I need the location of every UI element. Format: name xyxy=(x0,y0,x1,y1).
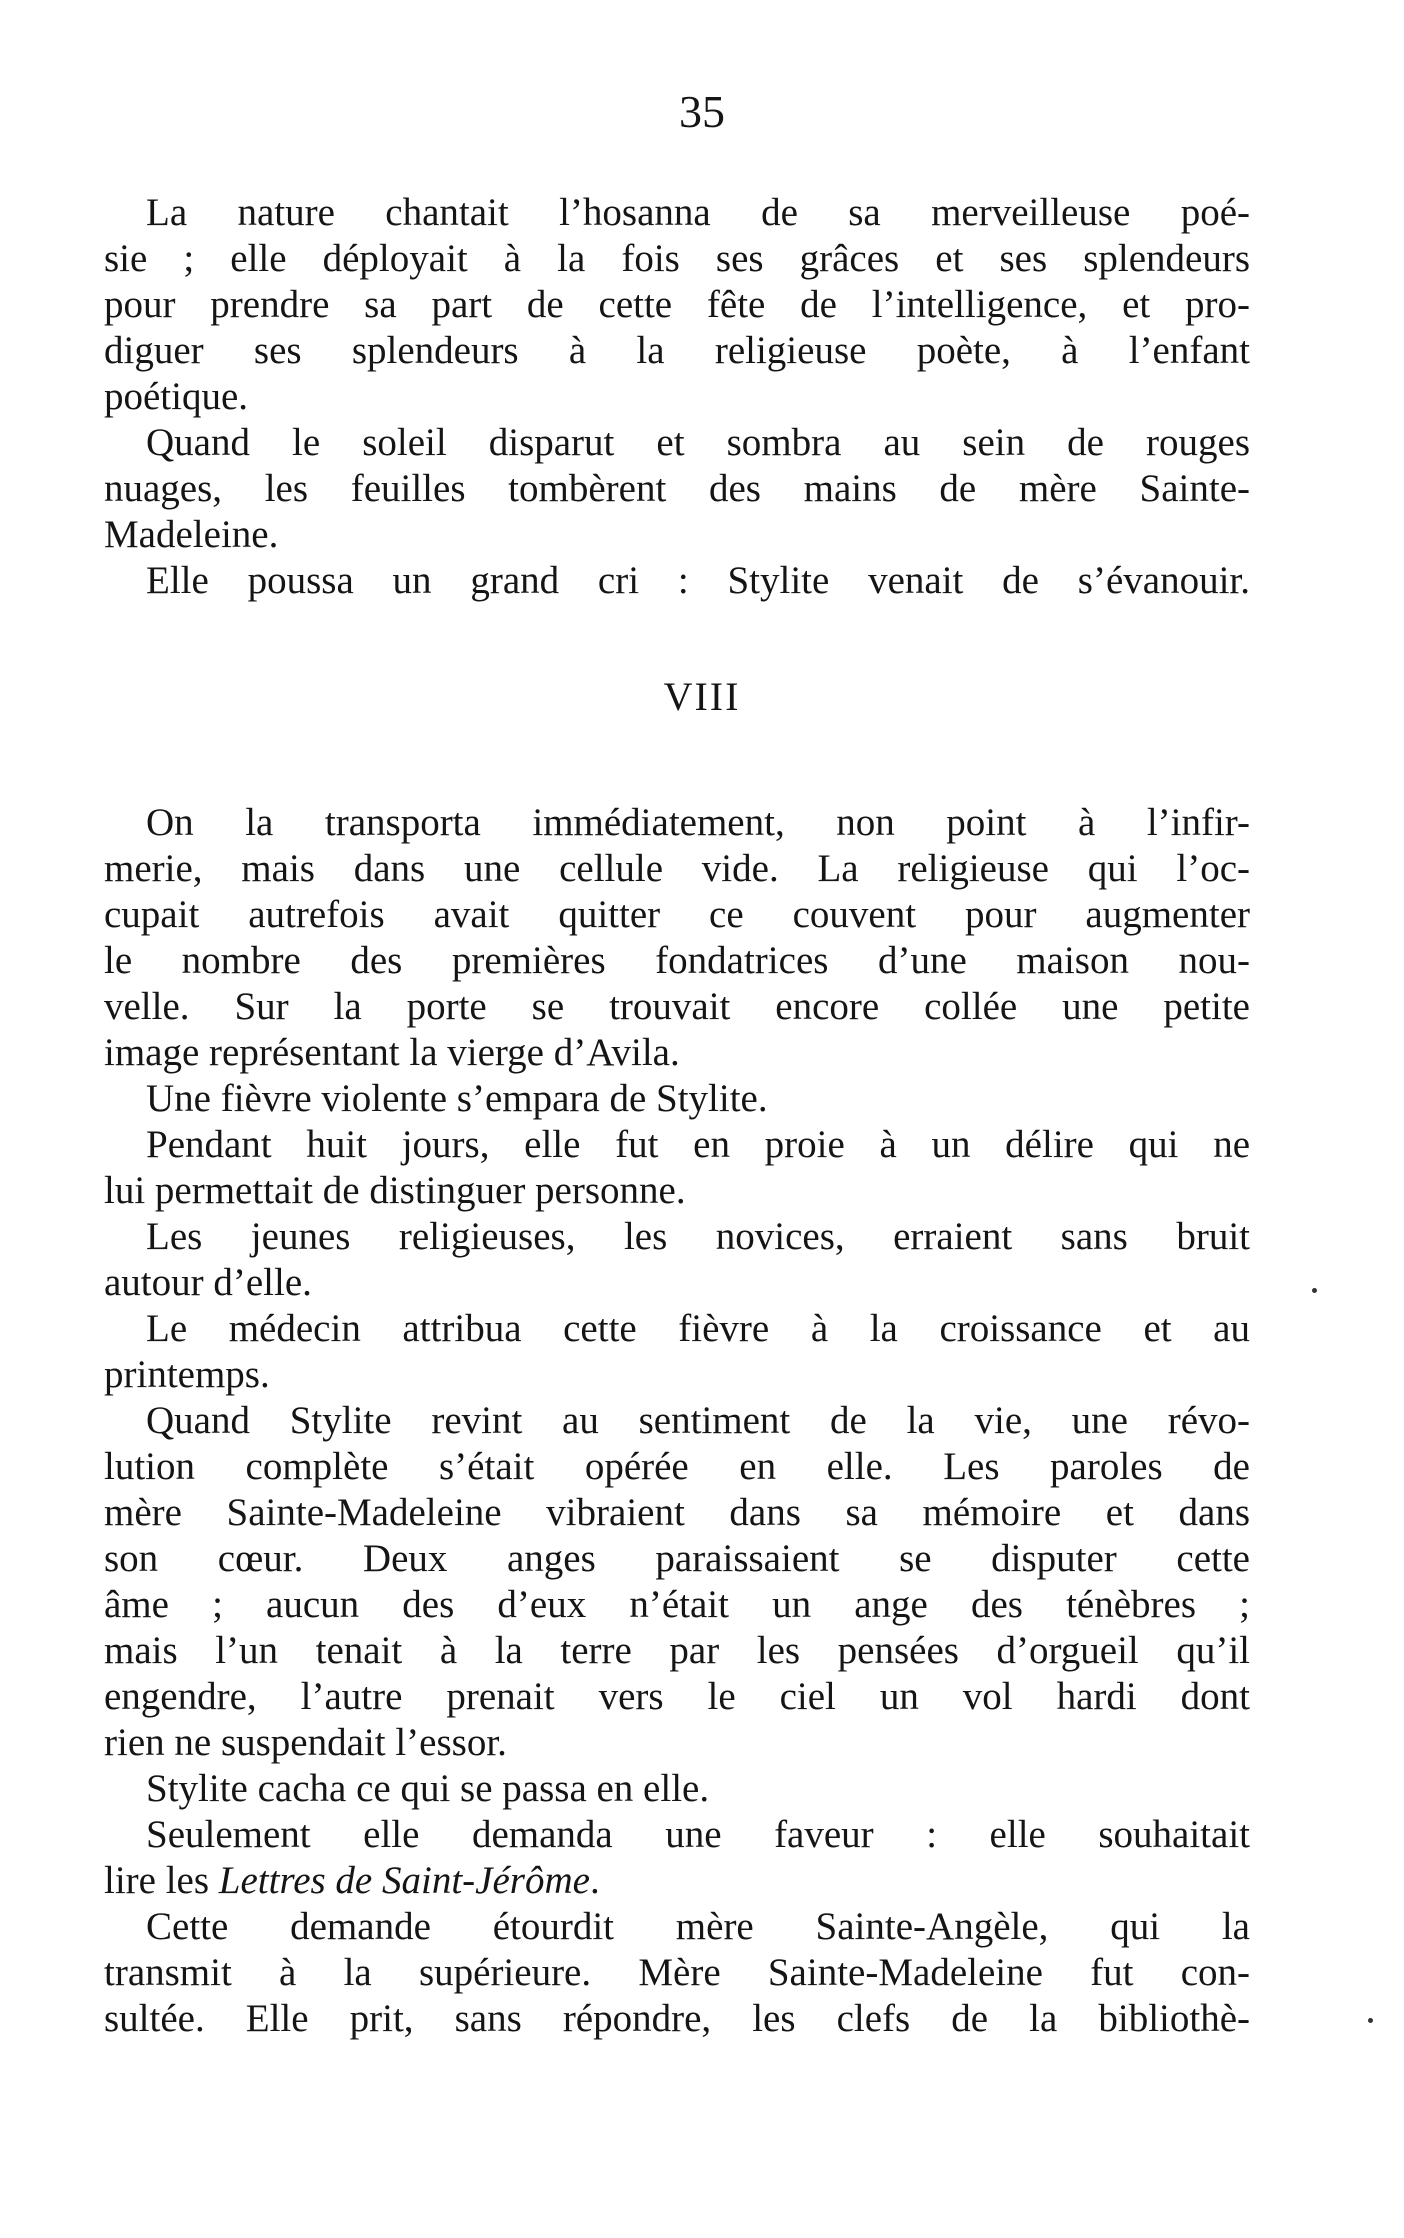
chapter-heading: VIII xyxy=(663,674,741,719)
text-line: lire les Lettres de Saint-Jérôme. xyxy=(104,1859,600,1902)
text-line: rien ne suspendait l’essor. xyxy=(104,1721,507,1764)
page-number: 35 xyxy=(679,86,725,137)
text-line: sie ; elle déployait à la fois ses grâces et ses splendeurs xyxy=(104,237,1250,280)
italic-title: Lettres de Saint-Jérôme xyxy=(218,1859,590,1902)
print-speck xyxy=(1312,1288,1317,1293)
text-line: lui permettait de distinguer personne. xyxy=(104,1169,686,1212)
text-line: Quand le soleil disparut et sombra au sein de rouges xyxy=(146,421,1250,464)
text-line: âme ; aucun des d’eux n’était un ange des ténèbres ; xyxy=(104,1583,1250,1626)
text-line: Pendant huit jours, elle fut en proie à un délire qui ne xyxy=(146,1123,1250,1166)
text-line: Stylite cacha ce qui se passa en elle. xyxy=(146,1767,710,1810)
text-line: velle. Sur la porte se trouvait encore collée une petite xyxy=(104,985,1250,1028)
text-line: engendre, l’autre prenait vers le ciel un vol hardi dont xyxy=(104,1675,1250,1718)
text-line: nuages, les feuilles tombèrent des mains de mère Sainte- xyxy=(104,467,1250,510)
text-line: cupait autrefois avait quitter ce couvent pour augmenter xyxy=(104,893,1250,936)
text-line: Cette demande étourdit mère Sainte-Angèle, qui la xyxy=(146,1905,1250,1948)
text-line: mais l’un tenait à la terre par les pensées d’orgueil qu’il xyxy=(104,1629,1250,1672)
text-line: mère Sainte-Madeleine vibraient dans sa mémoire et dans xyxy=(104,1491,1250,1534)
text-line: On la transporta immédiatement, non point à l’infir- xyxy=(146,801,1250,844)
text-line: le nombre des premières fondatrices d’une maison nou- xyxy=(104,939,1250,982)
text-line: diguer ses splendeurs à la religieuse poète, à l’enfant xyxy=(104,329,1250,372)
text-line: printemps. xyxy=(104,1353,270,1396)
text-line: sultée. Elle prit, sans répondre, les clefs de la bibliothè- xyxy=(104,1997,1250,2040)
text-line: Les jeunes religieuses, les novices, erraient sans bruit xyxy=(146,1215,1250,1258)
text-line: Madeleine. xyxy=(104,513,279,556)
text-line: Quand Stylite revint au sentiment de la vie, une révo- xyxy=(146,1399,1250,1442)
text-line: Seulement elle demanda une faveur : elle souhaitait xyxy=(146,1813,1250,1856)
text-block-1 xyxy=(104,190,1250,604)
text-line: Le médecin attribua cette fièvre à la croissance et au xyxy=(146,1307,1250,1350)
text-block-2 xyxy=(104,800,1250,2042)
print-speck xyxy=(1368,2018,1373,2023)
text-line: pour prendre sa part de cette fête de l’intelligence, et pro- xyxy=(104,283,1250,326)
text-line: La nature chantait l’hosanna de sa merveilleuse poé- xyxy=(146,191,1250,234)
text-line: Elle poussa un grand cri : Stylite venait de s’évanouir. xyxy=(146,559,1250,602)
text-line: lution complète s’était opérée en elle. Les paroles de xyxy=(104,1445,1250,1488)
text-line: son cœur. Deux anges paraissaient se disputer cette xyxy=(104,1537,1250,1580)
text-line: transmit à la supérieure. Mère Sainte-Madeleine fut con- xyxy=(104,1951,1250,1994)
text-line: autour d’elle. xyxy=(104,1261,312,1304)
text-line: poétique. xyxy=(104,375,249,418)
text-line: merie, mais dans une cellule vide. La religieuse qui l’oc- xyxy=(104,847,1250,890)
text-line: image représentant la vierge d’Avila. xyxy=(104,1031,680,1074)
text-line: Une fièvre violente s’empara de Stylite. xyxy=(146,1077,768,1120)
